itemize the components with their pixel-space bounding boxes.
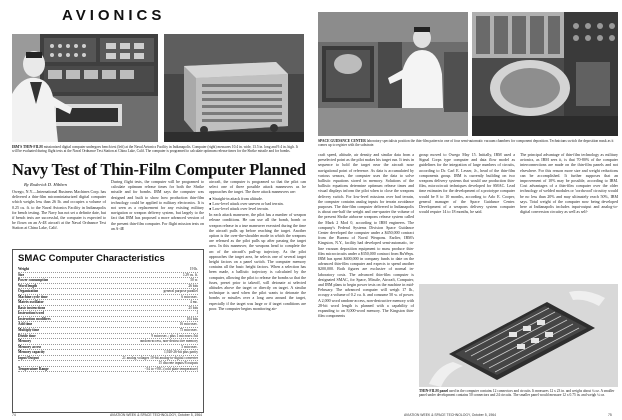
bench-test-photo: [12, 34, 158, 142]
left-page-number: 74: [12, 413, 16, 417]
spec-value: 5 microsec.: [181, 344, 198, 349]
spec-value: 104 bits: [186, 316, 198, 321]
spec-value: 6 microsec.: [181, 294, 198, 299]
body-column-2: During flight tests, the computer will be programed to calculate optimum release times for both the Shrike missile and for bombs. IBM says the computer was designed and built to show how production thin-film technology could be applied to military electronics. It is not seen as a replacement for any existing military navigation or weapon delivery system, but largely to the fact that IBM has proposed a more advanced version of the present thin-film computer. For flight mission tests on an A-4E: [111, 179, 204, 231]
spec-label: Basic instructions: [18, 305, 46, 310]
caption-lead: SPACE GUIDANCE CENTER: [318, 139, 366, 143]
spec-label: Memory: [18, 339, 32, 344]
lab-illustration: [318, 12, 468, 136]
vacuum-chamber-photo: [472, 12, 618, 136]
bottom-photo-caption: [419, 389, 618, 411]
attack-item: ● Straight-in attack from altitude.: [209, 195, 263, 201]
right-page: [314, 0, 622, 420]
spec-value: 19 lb.: [189, 267, 198, 271]
right-page-number: 75: [608, 413, 612, 417]
attack-item: ● Low-level attack over level terrain.: [209, 206, 269, 212]
thin-film-panel-photo: [419, 284, 618, 387]
body-column-3: [209, 179, 306, 411]
column-3-intro: aircraft, the computer is programed so that the pilot can select one of three possible attack maneuvers as he approaches the target. The three attack maneuvers are:: [209, 179, 306, 195]
attack-item: ● Low-level attack over uneven or bad terrain.: [209, 200, 284, 206]
spec-label: Divide time: [18, 333, 36, 338]
spec-label: Temperature Range: [18, 366, 49, 371]
spec-title: SMAC Computer Characteristics: [18, 253, 165, 264]
attack-list: [209, 196, 306, 212]
spec-label: Matrix oscillator: [18, 300, 44, 305]
spec-label: Memory capacity: [18, 350, 45, 355]
column-3-body: In each attack maneuver, the pilot has a number of weapon release conditions. He can use all the bomb, bomb or weapon release in a true maneuver executed during the time the aircraft pulls up before reaching the target. Another option is the over-the-shoulder mode in which the weapons are released as the pilot pulls up after passing the target area. In this maneuver, the weapons head to complete the arc of the aircraft's pull-up trajectory. As the pilot approaches the target area, he selects one of several target height factors on a panel switch. The computer memory contains all the basic height factors. When a selection has been made, a ballistic trajectory is calculated by the computer, allowing the pilot to release the bombs so that the fuses, preset prior to takeoff, will detonate at selected altitudes above the target or directly on target. A similar technique is used when the pilot wants to detonate the bombs or missiles over a long area around the target, especially if the target was large or if target conditions are poor.: [209, 212, 306, 311]
computer-unit-illustration: [164, 34, 304, 142]
computer-unit-photo: [164, 34, 304, 142]
spec-value: 0.29 cu. ft.: [182, 272, 198, 277]
spec-value: general purpose parallel: [163, 289, 198, 294]
right-page-footer: AVIATION WEEK & SPACE TECHNOLOGY, October 5, 1964: [404, 413, 497, 417]
top-photo-caption: [12, 145, 304, 159]
spec-label: Organization: [18, 289, 39, 294]
top-photo-caption: [318, 139, 618, 149]
spec-value: random-access, non-destructive memory: [139, 339, 198, 344]
spec-label: Instruction/word: [18, 311, 45, 316]
body-column-3: The principal advantage of thin-film technology as military avionics, as IBM sees it, is that 70-80% of the computer interconnections are made on the thin-film panels and not elsewhere. For this reason more size and weight reductions can be accomplished. It further supposes that an improvement of 10% may be possible, according to IBM. Cost advantages of a thin-film computer over the older technology of welded modules or 'cordwood' circuitry would be no less than 20% and may ultimately reach 50%, IBM says. Total weight of the computer now being developed here at Indianapolis includes input-output and analog-to-digital conversion circuitry as well as self-: [520, 152, 618, 215]
byline: By Roderick D. Hibben: [24, 182, 67, 187]
spec-label: Multiply time: [18, 328, 40, 333]
spec-value: 16 microsec.: [179, 322, 198, 327]
spec-label: Machine cycle time: [18, 294, 48, 299]
spec-label: Instruction modifiers: [18, 316, 51, 321]
lab-photo: [318, 12, 468, 136]
body-column-2: group moved to Owego May 15. Initially, IBM used a Signal Corps type computer and data flow model as guidelines for the integration of large numbers of circuits, according to Dr. Carl E. Lesser, Jr., head of the thin-film components group. IBM is currently building on two weapons delivery systems that would use production thin-film, microcircuit techniques developed for SMAC. Lead time estimates for the development of a prototype computer would be 8 to 10 months, according to Arlo E. Cooper, general manager of the Space Guidance Center. Development of a weapons delivery system computer would require 14 to 18 months, he said.: [419, 152, 515, 215]
left-page-footer: AVIATION WEEK & SPACE TECHNOLOGY, October 5, 1964: [110, 413, 203, 417]
spec-value: 1,920-26-bit plus parity: [163, 350, 198, 355]
spec-list: [18, 267, 198, 372]
spec-value: 50 w.: [190, 278, 198, 283]
spec-label: Size: [18, 272, 25, 277]
spec-value: 21 analog voltages 10-bit analog-to-digital converter: [122, 355, 198, 360]
vacuum-chamber-illustration: [472, 12, 618, 136]
caption-text: used in the computer contains 12 connectors and circuits. It measures 12 x 23 in. and weighs about ¼ oz. A smaller panel under development contains 50 connectors and 24 circuits. The smaller panel would measure 12 x 0.75 in. and weigh ¼ oz.: [419, 389, 615, 398]
body-column-1: craft speed, altitude, air density and similar data from a preselected point as the pilot makes his target run. It tests in sequence to hold the target near the aircraft nose navigational point of reference. As data is accumulated by various sensors, the computer uses the data to solve ballistic equations stored in memory. Solutions of the ballistic equations determine optimum release times and visual displays inform the pilot when to close the weapons delivery switch. For low-level missions over bad terrain, the computer contains analog inputs for terrain avoidance purposes. The thin-film computer delivered to Indianapolis is about one-half the weight and one-quarter the volume of the present Shrike airborne weapons release system called the Mark 2 Mod 0, according to IBM engineers. The company's Federal Systems Division Space Guidance Center developed the computer under a $450,000 contract from the Bureau of Naval Weapons. Earlier, IBM's Kingston, N.Y., facility had developed semi-automatic, in-line vacuum deposition equipment to mass produce thin-film microcircuits under a $350,000 contract from BuWeps. IBM has spent $400,000 in company funds to date on the advanced thin-film computer and expects to spend another $200,000. Both figures are exclusive of normal in-laboratory costs. The advanced thin-film computer is designated SMAC, for Space, Missile, Aircraft, Computer, and IBM plans to begin power tests on the machine in mid-February. The advanced computer will weigh 17 lb., occupy a volume of 0.2 cu. ft. and consume 50 w. of power. A 2,000 word random-access, non-destructive memory with 28-bit word length is planned with a capability of expanding to an 8,000-word memory. The Kingston thin-film components: [318, 152, 414, 319]
spec-value: 9 microsec.; plus 1 microsec./bit: [151, 333, 198, 338]
spec-value: 25 bits: [188, 305, 198, 310]
spec-label: Word length: [18, 283, 38, 288]
thin-film-panel-illustration: [419, 284, 618, 387]
spec-value: 26 bits: [188, 283, 198, 288]
spec-value: 15 discrete inputs/8 outputs: [158, 361, 198, 366]
article-headline: Navy Test of Thin-Film Computer Planned: [12, 160, 306, 179]
spec-label: Input/Output: [18, 355, 39, 360]
spec-value: 4 mc.: [190, 300, 198, 305]
caption-text: laboratory specialists position the thin-film pattern in one of four semi-automatic vacuum chambers for component deposition. Technicians switch the deposition mask as it comes up to register with the substrate.: [318, 139, 614, 148]
caption-text: missionized digital computer undergoes bench test (left) at the Naval Avionics Facility in Indianapolis. Computer (right) measures 10.4 in. wide, 13.5 in. long and 9.4 in. high. It will be evaluated during flight tests at the Naval Ordnance Test Station at China Lake, Calif. The computer is programed to calculate optimum release times for the Shrike missile and for bombs.: [12, 145, 298, 154]
spec-label: Power consumption: [18, 278, 49, 283]
section-title: AVIONICS: [62, 7, 166, 24]
spec-box: [12, 249, 204, 413]
bench-test-illustration: [12, 34, 158, 142]
spec-label: Weight: [18, 267, 29, 271]
body-column-1: Owego, N.Y.—International Business Machines Corp. has delivered a thin-film microminiaturized digital computer which weighs less than 26 lb. and occupies a volume of 0.25 cu. ft. to the Naval Avionics Facility in Indianapolis for bench testing. The Navy has not set a definite date, but if bench tests are successful, the computer is expected to be flown on an A-4E aircraft at the Naval Ordnance Test Station at China Lake, Calif.: [12, 189, 106, 231]
spec-label: Memory access: [18, 344, 42, 349]
spec-value: 1: [196, 311, 198, 316]
caption-lead: THIN-FILM panel: [419, 389, 449, 393]
spec-label: Add time: [18, 322, 33, 327]
spec-value: 75 microsec.: [179, 328, 198, 333]
spec-value: −54 to +95C (cold plate temperature): [144, 366, 198, 371]
spec-row: [18, 367, 198, 373]
column-3-tail: The computer begins monitoring air-: [218, 305, 278, 311]
caption-lead: IBM'S THIN-FILM: [12, 145, 43, 149]
